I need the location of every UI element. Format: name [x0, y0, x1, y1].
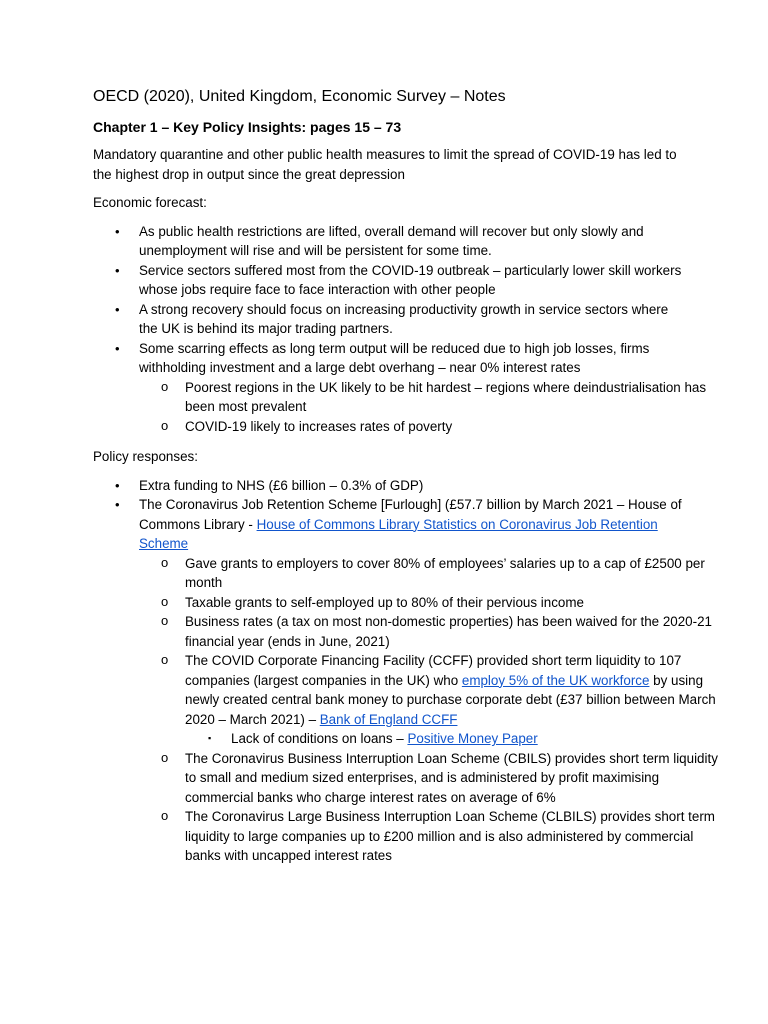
- bullet-icon: •: [115, 262, 120, 278]
- circle-bullet-icon: o: [161, 417, 169, 433]
- list-item: o Taxable grants to self-employed up to 80% of their pervious income: [161, 593, 584, 610]
- list-item: o Gave grants to employers to cover 80% of employees’ salaries up to a cap of £2500 per month: [161, 554, 705, 590]
- circle-bullet-icon: o: [161, 554, 169, 570]
- ccff-sublist: [185, 729, 729, 749]
- chapter-heading: Chapter 1 – Key Policy Insights: pages 15 – 73: [93, 119, 402, 135]
- list-item: o Poorest regions in the UK likely to be hit hardest – regions where deindustrialisation has been most prevalent: [161, 378, 707, 414]
- policy-list: [93, 476, 718, 866]
- list-item: • The Coronavirus Job Retention Scheme [Furlough] (£57.7 billion by March 2021 – House of Commons Library - House of Commons Library Statistics on Coronavirus Job Retention Scheme o Gave grants to employers to cover 80% of employees’ salaries up to a cap of £2500 per month o Taxable grants to self-employed up to 80% of their pervious income o Business rates (a tax on most non-domestic properties) has been waived for the 2020-21 financial year (ends in June, 2021) o The COVID Corporate Financing Facility (CCFF) provided short term liquidity to 107 companies (largest companies in the UK) who employ 5% of the UK workforce by using newly created central bank money to purchase corporate debt (£37 billion between March 2020 – March 2021) – Bank of England CCFF ▪ Lack of conditions on loans – Positive Money Paper o The Coronavirus Business Interruption Loan Scheme (CBILS) provides short term liquidity to small and medium sized enterprises, and is administered by profit maximising commercial banks who charge interest rates on average of 6% o The Coronavirus Large Business Interruption Loan Scheme (CLBILS) provides short term liquidity to large companies up to £200 million and is also administered by commercial banks with uncapped interest rates: [93, 495, 683, 866]
- forecast-list: [93, 222, 707, 437]
- list-item: • Service sectors suffered most from the COVID-19 outbreak – particularly lower skill workers whose jobs require face to face interaction with other people: [115, 262, 682, 297]
- bullet-icon: •: [115, 301, 120, 317]
- bullet-icon: •: [115, 223, 120, 239]
- circle-bullet-icon: o: [161, 749, 169, 765]
- boe-ccff-link[interactable]: Bank of England CCFF: [319, 711, 458, 727]
- list-item: ▪ Lack of conditions on loans – Positive Money Paper: [185, 729, 729, 749]
- circle-bullet-icon: o: [161, 652, 169, 667]
- bullet-icon: •: [115, 497, 120, 512]
- list-item: o The COVID Corporate Financing Facility (CCFF) provided short term liquidity to 107 companies (largest companies in the UK) who employ 5% of the UK workforce by using newly created central bank money to purchase corporate debt (£37 billion between March 2020 – March 2021) – Bank of England CCFF ▪ Lack of conditions on loans – Positive Money Paper: [139, 651, 729, 749]
- bullet-icon: •: [115, 340, 120, 356]
- circle-bullet-icon: o: [161, 378, 169, 394]
- document-content: [93, 86, 718, 877]
- intro-paragraph: Mandatory quarantine and other public health measures to limit the spread of COVID-19 has led to the highest drop in output since the great depression: [93, 147, 677, 182]
- hoc-library-link[interactable]: House of Commons Library Statistics on Coronavirus Job Retention Scheme: [139, 516, 658, 551]
- list-item: • A strong recovery should focus on increasing productivity growth in service sectors where the UK is behind its major trading partners.: [115, 301, 669, 336]
- document-title: OECD (2020), United Kingdom, Economic Survey – Notes: [93, 88, 506, 105]
- list-item: • Extra funding to NHS (£6 billion – 0.3% of GDP): [93, 476, 683, 496]
- list-item: • Some scarring effects as long term output will be reduced due to high job losses, firms withholding investment and a large debt overhang – near 0% interest rates o Poorest regions in the UK likely to be hit hardest – regions where deindustrialisation has been most prevalent o COVID-19 likely to increases rates of poverty: [93, 339, 683, 437]
- positive-money-link[interactable]: Positive Money Paper: [407, 731, 538, 746]
- circle-bullet-icon: o: [161, 808, 169, 823]
- circle-bullet-icon: o: [161, 613, 169, 628]
- list-item: • As public health restrictions are lifted, overall demand will recover but only slowly and unemployment will rise and will be persistent for some time.: [115, 223, 644, 258]
- forecast-sublist: [139, 378, 707, 437]
- forecast-heading: Economic forecast:: [93, 195, 207, 210]
- policy-sublist: [139, 554, 718, 866]
- list-item: o Business rates (a tax on most non-domestic properties) has been waived for the 2020-21 financial year (ends in June, 2021): [161, 613, 712, 649]
- bullet-icon: •: [115, 477, 120, 493]
- employ-5-percent-link[interactable]: employ 5% of the UK workforce: [461, 672, 650, 688]
- list-item: o The Coronavirus Large Business Interruption Loan Scheme (CLBILS) provides short term liquidity to large companies up to £200 million and is also administered by commercial banks with uncapped interest rates: [161, 808, 715, 863]
- list-item: o COVID-19 likely to increases rates of poverty: [161, 417, 453, 434]
- list-item: o The Coronavirus Business Interruption Loan Scheme (CBILS) provides short term liquidity to small and medium sized enterprises, and is administered by profit maximising commercial banks who charge interest rates on average of 6%: [161, 749, 718, 805]
- policy-heading: Policy responses:: [93, 449, 198, 464]
- square-bullet-icon: ▪: [208, 733, 212, 743]
- circle-bullet-icon: o: [161, 593, 169, 609]
